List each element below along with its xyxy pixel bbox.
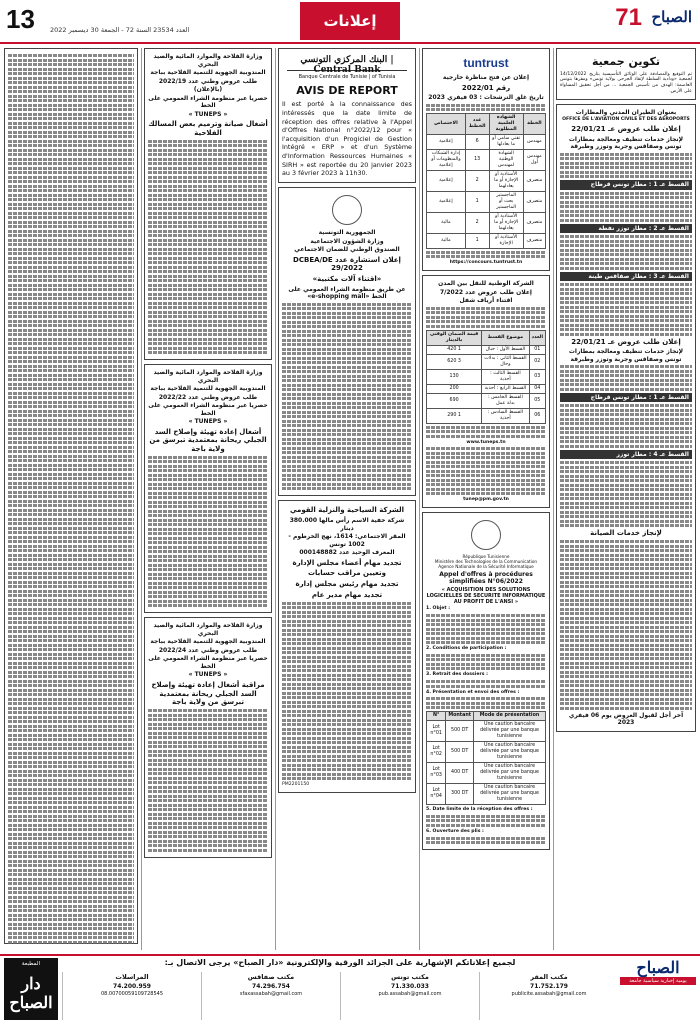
section-heading: 3. Retrait des dossiers : xyxy=(426,672,488,678)
ad-text-block xyxy=(426,307,546,328)
ad-text-block xyxy=(426,104,546,112)
office-name: مكتب تونس xyxy=(391,973,429,981)
ad-org: وزارة الشؤون الاجتماعية xyxy=(310,237,384,245)
ad-association xyxy=(556,48,696,100)
ad-title: إعلان عن فتح مناظرة خارجية xyxy=(442,74,530,81)
ad-org: وزارة الفلاحة والموارد المائية والصيد البحري xyxy=(153,369,263,384)
concours-link[interactable]: https://concours.tuntrust.tn xyxy=(449,260,523,266)
ad-text-block xyxy=(560,235,692,270)
table-cell: القسط الثاني : بدلات وحال xyxy=(482,354,529,369)
office-phone[interactable]: 71.330.033 xyxy=(391,983,429,991)
ad-org: الجمهورية التونسية xyxy=(318,229,376,237)
ad-title: AVIS DE REPORT xyxy=(296,83,398,97)
ad-ref: طلب عروض وطني عدد 2022/22 xyxy=(158,393,258,401)
ad-text-block xyxy=(560,461,692,527)
positions-table xyxy=(426,113,546,249)
column-2 xyxy=(422,48,550,950)
ad-heading: لإنجاز خدمات الصيانة xyxy=(590,529,662,538)
section-heading: 2. Conditions de participation : xyxy=(426,646,507,652)
lots-guarantee-table xyxy=(426,711,546,805)
table-cell: متصرف xyxy=(523,171,545,192)
table-cell: 01 xyxy=(529,345,545,354)
office-name: المراسلات xyxy=(115,973,149,981)
table-cell: Une caution bancaire délivrée par une banque tunisienne xyxy=(474,763,546,784)
table-cell: 04 xyxy=(529,384,545,393)
footer-brand xyxy=(620,958,696,1020)
ad-oaca xyxy=(556,104,696,732)
table-header-row xyxy=(427,114,546,135)
column-header: قيمة الضمان الوقتي بالدينار xyxy=(427,330,482,345)
table-cell: 130 xyxy=(427,369,482,384)
section-heading: 1. Objet : xyxy=(426,606,451,612)
table-cell: Une caution bancaire délivrée par une banque tunisienne xyxy=(474,784,546,805)
lot-bar: القسط عـ 1 : مطار تونس قرطاج xyxy=(560,393,692,403)
lot-bar: القسط عـ 2 : مطار توزر نفطة xyxy=(560,224,692,234)
ad-org: المندوبية الجهوية للتنمية الفلاحية بباجة xyxy=(150,638,266,646)
column-header: Montant xyxy=(446,712,474,721)
table-cell: إعلامية xyxy=(427,135,466,150)
table-row xyxy=(427,135,546,150)
table-cell: القسط الأول : حبال xyxy=(482,345,529,354)
cnss-emblem-icon xyxy=(332,195,362,225)
ad-text-block xyxy=(148,709,268,852)
ad-text-block xyxy=(282,602,412,781)
ad-subtitle: اقتناء أرياف شفل xyxy=(459,297,513,305)
office-email[interactable]: sfaxassabah@gmail.com xyxy=(239,990,303,997)
ad-text-block xyxy=(426,697,546,709)
office-email[interactable]: pub.assabah@gmail.com xyxy=(378,990,442,997)
ad-text-block xyxy=(426,680,546,688)
table-row xyxy=(427,763,546,784)
page-footer xyxy=(0,954,700,1022)
table-row xyxy=(427,408,546,423)
table-cell: 1 xyxy=(465,192,489,213)
printer-name: دار الصباح xyxy=(9,973,53,1012)
table-cell: Une caution bancaire délivrée par une banque tunisienne xyxy=(474,742,546,763)
table-row xyxy=(427,721,546,742)
table-cell: 6 xyxy=(465,135,489,150)
table-cell: القسط الرابع : أحذية xyxy=(482,384,529,393)
bct-mark-fr: Banque Centrale de Tunisie | of Tunisia xyxy=(298,74,396,81)
ad-org-detail: المقر الاجتماعي: 1614، نهج الخرطوم - 1002 تونس xyxy=(288,533,406,548)
table-cell: 300 DT xyxy=(446,784,474,805)
office-email[interactable]: publicite.assabah@gmail.com xyxy=(511,990,587,997)
section-heading: 4. Présentation et envoi des offres : xyxy=(426,689,520,695)
ad-text-block xyxy=(426,426,546,438)
table-row xyxy=(427,171,546,192)
ad-text-block xyxy=(560,283,692,336)
lot-bar: القسط عـ 3 : مطار صفاقس طينة xyxy=(560,272,692,282)
ad-note: « TUNEPS » xyxy=(188,110,228,118)
column-header: N° xyxy=(427,712,446,721)
ad-bct xyxy=(278,48,416,183)
ad-note: « TUNEPS » xyxy=(188,418,228,425)
office-contact xyxy=(340,972,479,1020)
ad-text-block xyxy=(148,456,268,608)
column-header: العدد xyxy=(529,330,545,345)
ad-org: الشركة السياحية والنزلية القومي xyxy=(289,506,405,515)
table-row xyxy=(427,369,546,384)
ad-deadline: تاريخ غلق الترشحات : 03 فيفري 2023 xyxy=(428,94,544,102)
tuntrust-logo: tuntrust xyxy=(463,56,509,70)
ad-ref: طلب عروض وطني عدد 2022/19 xyxy=(158,77,258,85)
bct-mark: البنك المركزي التونسي | Central Bank xyxy=(287,55,407,71)
ad-title: أشغال صيانة وترميم بعض المسالك الفلاحية xyxy=(148,120,268,137)
table-cell: القسط الخامس : بدلة عمل xyxy=(482,393,529,408)
column-header: عدد الخطط xyxy=(465,114,489,135)
table-cell: الماجستير بحث أو الماجستير xyxy=(489,192,523,213)
ad-ansi xyxy=(422,512,550,850)
ad-subtitle: عن طريق منظومة الشراء العمومي على الخط «e-shopping mall» xyxy=(288,285,406,301)
table-row xyxy=(427,393,546,408)
ad-crda-3 xyxy=(144,617,272,857)
section-heading: 5. Date limite de la réception des offres : xyxy=(426,807,533,813)
table-cell: 1 290 xyxy=(427,408,482,423)
table-cell: القسط الثالث : أحذية xyxy=(482,369,529,384)
column-rule xyxy=(141,48,142,950)
office-phone[interactable]: 74.296.754 xyxy=(252,983,290,991)
ad-ref: رقم 2022/01 xyxy=(461,83,511,92)
table-cell: 03 xyxy=(529,369,545,384)
office-email[interactable]: 08.00700059109728545 xyxy=(100,990,164,997)
column-header: موضوع القسط xyxy=(482,330,529,345)
ad-text-block xyxy=(560,540,692,710)
table-cell: متصرف xyxy=(523,213,545,234)
table-cell: 3 620 xyxy=(427,354,482,369)
table-cell: Lot n°02 xyxy=(427,742,446,763)
table-cell: متصرف xyxy=(523,233,545,248)
table-cell: 05 xyxy=(529,393,545,408)
ad-subtitle: إعلان طلب عروض عدد 7/2022 xyxy=(440,288,532,296)
ad-title: الشركة الوطنية للنقل بين المدن xyxy=(438,280,534,288)
ad-title: تجديد مهام مدير عام xyxy=(311,590,383,599)
table-cell: إدارة الشبكات والمنظومات أو إعلامية xyxy=(427,150,466,171)
ad-text-block xyxy=(560,404,692,448)
table-cell: 02 xyxy=(529,354,545,369)
table-cell: الأستاذية أو الإجازة أو ما يعادلهما xyxy=(489,171,523,192)
ad-text-block xyxy=(560,192,692,222)
ad-crda-1-cont xyxy=(4,48,138,944)
column-header: Mode de présentation xyxy=(474,712,546,721)
column-header: الخطة xyxy=(523,114,545,135)
lots-body xyxy=(427,345,546,423)
ad-text-block xyxy=(148,140,268,355)
ad-cnss xyxy=(278,187,416,496)
ad-subtitle: « ACQUISITION DES SOLUTIONS LOGICIELLES DE SECURITE INFORMATIQUE AU PROFIT DE L'ANSI » xyxy=(426,586,546,606)
table-cell: Une caution bancaire délivrée par une banque tunisienne xyxy=(474,721,546,742)
table-cell: الشهادة الوطنية لمهندس xyxy=(489,150,523,171)
ministry-name: République Tunisienne Ministère des Technologies de la Communication Agence Nationale de la Sécurité Informatique xyxy=(434,553,538,570)
table-row xyxy=(427,233,546,248)
table-cell: الأستاذية أو الإجازة xyxy=(489,233,523,248)
table-cell: القسط السادس : أحذية xyxy=(482,408,529,423)
table-cell: 690 xyxy=(427,393,482,408)
table-cell: مهندس xyxy=(523,135,545,150)
ad-ref: (بالإعلان) xyxy=(193,86,223,93)
positions-body xyxy=(427,135,546,249)
office-contact xyxy=(201,972,340,1020)
table-row xyxy=(427,345,546,354)
ad-title: إعلان استشارة عدد DCBEA/DE 29/2022 xyxy=(293,255,401,273)
table-cell: متصرف xyxy=(523,192,545,213)
table-row xyxy=(427,384,546,393)
ad-title: Appel d'offres à procédures simplifiées N°06/2022 xyxy=(439,570,533,586)
republic-emblem-icon xyxy=(471,520,501,550)
table-cell: Lot n°04 xyxy=(427,784,446,805)
brand-tagline: يومية إخبارية سياسية جامعة xyxy=(620,977,696,985)
ad-text-block xyxy=(282,303,412,491)
ad-note: حصريا عبر منظومة الشراء العمومي على الخط xyxy=(148,94,268,109)
printer-label: المطبعة xyxy=(21,961,41,967)
brand-name: الصباح xyxy=(636,958,680,977)
office-contact xyxy=(479,972,618,1020)
ad-snt xyxy=(278,500,416,792)
contact-email[interactable]: tunep@pm.gov.tn xyxy=(463,497,509,503)
masthead-logo xyxy=(604,2,694,40)
table-cell: إعلامية xyxy=(427,171,466,192)
printer-logo xyxy=(4,958,58,1020)
ad-title: وتعيين مراقب حسابات xyxy=(308,569,386,578)
ad-note: « TUNEPS » xyxy=(188,671,228,679)
column-4 xyxy=(144,48,272,950)
table-header-row xyxy=(427,712,546,721)
office-name: مكتب المقر xyxy=(530,973,568,981)
column-rule xyxy=(275,48,276,950)
ad-body: تم التوقيع والمصادقة على الوثائق التأسيسية بتاريخ 14/12/2022 لجمعية «ودادية السلطة لإنقاذ الجرحى بولاية تونس» ومقرها بتونس العاصمة: الهدف من تأسيس الجمعية ... من أجل تحقيق المساواة على الأرض. xyxy=(560,71,692,94)
column-rule xyxy=(419,48,420,950)
column-header: الاختصاص xyxy=(427,114,466,135)
table-cell: مالية xyxy=(427,233,466,248)
ad-ref: طلب عروض وطني عدد 2022/24 xyxy=(158,646,258,654)
ad-heading: إعلان طلب عروض عـ 22/01/21 xyxy=(571,337,681,346)
ad-text-block xyxy=(426,654,546,671)
column-header: الشهادة العلمية المطلوبة xyxy=(489,114,523,135)
ad-crda-2 xyxy=(144,364,272,613)
ads-contact-banner: لجميع إعلاناتكم الإشهارية على الجرائد الورقية والإلكترونية «دار الصباح» يرجى الاتصال بـ: xyxy=(164,958,516,967)
tuneps-link[interactable]: www.tuneps.tn xyxy=(466,439,506,445)
table-row xyxy=(427,213,546,234)
ad-text-block xyxy=(560,365,692,391)
ad-title: تجديد مهام رئيس مجلس إدارة xyxy=(295,580,399,589)
lot-bar: القسط عـ 4 : مطار توزر xyxy=(560,450,692,460)
ad-heading-sub: لإنجاز خدمات تنظيف ومعالجة بمطارات تونس وصفاقس وجربة وتوزر وطبرقة xyxy=(568,348,684,363)
lots-guarantee-body xyxy=(427,721,546,805)
issue-line: العدد 23534 السنة 72 - الجمعة 30 ديسمبر 2022 xyxy=(50,26,190,34)
ad-note: حصريا عبر منظومة الشراء العمومي على الخط xyxy=(148,402,268,417)
table-row xyxy=(427,354,546,369)
ad-sntri xyxy=(422,275,550,508)
ad-org: المندوبية الجهوية للتنمية الفلاحية بباجة xyxy=(150,69,266,76)
ad-heading: إعلان طلب عروض عـ 22/01/21 xyxy=(571,124,681,133)
ad-org: الصندوق الوطني للضمان الاجتماعي xyxy=(294,246,400,254)
column-1 xyxy=(556,48,696,950)
logo-number: 71 xyxy=(615,4,642,31)
ad-text-block xyxy=(426,447,546,495)
table-cell: مالية xyxy=(427,213,466,234)
ad-subtitle: OFFICE DE L'AVIATION CIVILE ET DES AEROPORTS xyxy=(562,117,690,123)
section-title: إعلانات xyxy=(300,2,400,40)
table-row xyxy=(427,192,546,213)
ad-deadline: آخر أجل لقبول العروض يوم 06 فيفري 2023 xyxy=(568,711,684,727)
table-cell: 500 DT xyxy=(446,742,474,763)
lots-table xyxy=(426,330,546,424)
office-contacts xyxy=(62,972,618,1020)
lot-bar: القسط عـ 1 : مطار تونس قرطاج xyxy=(560,180,692,190)
column-3 xyxy=(278,48,416,950)
office-phone[interactable]: 71.752.179 xyxy=(530,983,568,991)
office-phone[interactable]: 74.200.959 xyxy=(113,983,151,991)
ad-crda-1 xyxy=(144,48,272,360)
table-row xyxy=(427,150,546,171)
ad-body: Il est porté à la connaissance des intéressés que la date limite de réception des offres relative à l'Appel d'Offres National n°2022/12 pour « l'acquisition d'un Progiciel de Gestion Intégré « ERP » et d'un Système d'Information Ressources Humaines « SIRH » est reportée du 20 janvier 2023 au 3 février 2023 à 11h30. xyxy=(282,100,412,178)
ad-text-block xyxy=(426,815,546,827)
page-header xyxy=(0,0,700,44)
ad-heading-sub: لإنجاز خدمات تنظيف ومعالجة بمطارات تونس وصفاقس وجربة وتوزر وطبرقة xyxy=(568,135,684,151)
table-cell: Lot n°03 xyxy=(427,763,446,784)
ad-text-block xyxy=(426,614,546,644)
table-cell: 200 xyxy=(427,384,482,393)
ad-text-block xyxy=(8,54,134,944)
table-cell: 500 DT xyxy=(446,721,474,742)
column-5 xyxy=(4,48,138,950)
table-header-row xyxy=(427,330,546,345)
table-cell: الأستاذية أو الإجازة أو ما يعادلهما xyxy=(489,213,523,234)
table-cell: 2 xyxy=(465,213,489,234)
table-cell: 400 DT xyxy=(446,763,474,784)
ad-org-detail: شركة خفية الاسم رأس مالها 380.000 دينار xyxy=(289,517,405,532)
table-row xyxy=(427,742,546,763)
ad-title: تجديد مهام أعضاء مجلس الإدارة xyxy=(292,558,402,567)
table-cell: 2 xyxy=(465,171,489,192)
table-cell: 1 xyxy=(465,233,489,248)
logo-name: الصباح xyxy=(651,8,692,26)
ad-text-block xyxy=(560,153,692,179)
table-cell: تقني سامي أو ما يعادلها xyxy=(489,135,523,150)
bct-logo xyxy=(282,55,412,81)
table-cell: مهندس أول xyxy=(523,150,545,171)
ad-ref: PM2201150 xyxy=(282,782,310,788)
ad-title: بعنوان الطيران المدني والمطارات xyxy=(575,108,677,116)
table-row xyxy=(427,784,546,805)
ad-title: مراقبة أشغال إعادة تهيئة وإصلاح السد الجبلي ريحانة بمعتمدية تبرسق من ولاية باجة xyxy=(151,680,265,707)
ad-text-block xyxy=(426,837,546,845)
page-number: 13 xyxy=(6,4,35,34)
table-cell: 06 xyxy=(529,408,545,423)
ad-org: وزارة الفلاحة والموارد المائية والصيد البحري xyxy=(153,622,263,637)
office-name: مكتب صفاقس xyxy=(247,973,295,981)
table-cell: 13 xyxy=(465,150,489,171)
table-cell: 1 420 xyxy=(427,345,482,354)
ad-org-detail: المعرف الوحيد عدد 000148882 xyxy=(299,549,395,557)
ad-tuntrust xyxy=(422,48,550,271)
section-heading: 6. Ouverture des plis : xyxy=(426,828,484,834)
table-cell: إعلامية xyxy=(427,192,466,213)
ad-subtitle: «اقتناء آلات مكتبية» xyxy=(312,275,382,284)
office-contact xyxy=(62,972,201,1020)
table-cell: Lot n°01 xyxy=(427,721,446,742)
ad-note: حصريا عبر منظومة الشراء العمومي على الخط xyxy=(148,655,268,670)
ad-org: وزارة الفلاحة والموارد المائية والصيد البحري xyxy=(153,53,263,68)
column-rule xyxy=(553,48,554,950)
ad-title: تكوين جمعية xyxy=(592,55,660,68)
ad-org: المندوبية الجهوية للتنمية الفلاحية بباجة xyxy=(150,385,266,392)
ad-text-block xyxy=(426,251,546,259)
ad-title: أشغال إعادة تهيئة وإصلاح السد الجبلي ريحانة بمعتمدية تبرسق من ولاية باجة xyxy=(149,427,267,453)
